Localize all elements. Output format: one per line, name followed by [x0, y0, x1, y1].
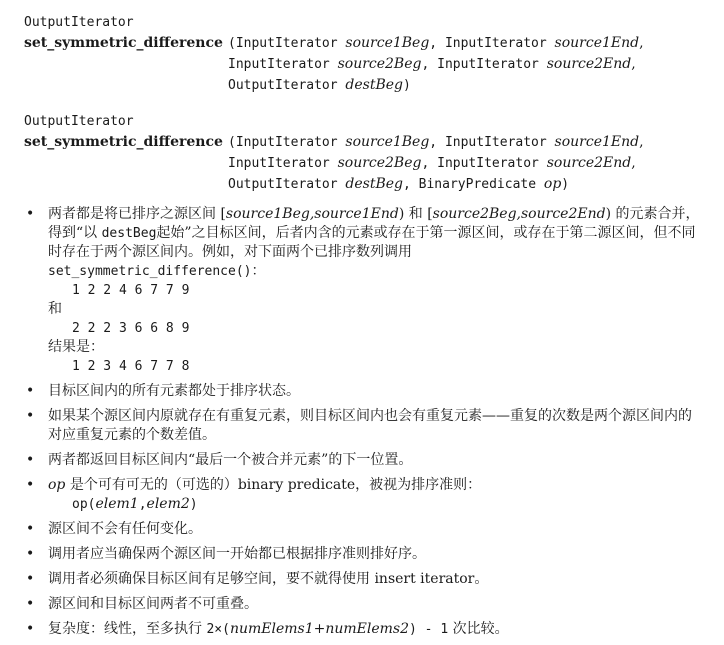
param-text: (InputIterator [228, 135, 346, 150]
code-text: ) - 1 [409, 622, 449, 637]
param-name: elem1 [95, 496, 139, 512]
param-name: source2End [546, 155, 632, 171]
bullet-icon: • [26, 408, 35, 424]
param-name: source2End [546, 56, 632, 72]
param-name: destBeg [345, 77, 403, 93]
bullet-icon: • [26, 546, 35, 562]
param-name: destBeg [345, 176, 403, 192]
param-name: elem2 [146, 496, 190, 512]
param-text: , [631, 155, 636, 171]
bullet-icon: • [26, 621, 35, 637]
param-name: source1Beg [345, 134, 430, 150]
param-text: InputIterator [228, 57, 338, 72]
item-text: 调用者应当确保两个源区间一开始都已根据排序准则排好序。 [48, 546, 426, 562]
bullet-list [24, 205, 704, 645]
item-text: + [313, 621, 326, 637]
param-name: numElems2 [325, 621, 410, 637]
list-item [24, 476, 704, 514]
list-item [24, 451, 704, 470]
param-text: , InputIterator [429, 135, 555, 150]
bullet-icon: • [26, 452, 35, 468]
list-item [24, 382, 704, 401]
code-text: ) [189, 497, 198, 512]
bullet-icon: • [26, 521, 35, 537]
param-name: numElems1 [229, 621, 314, 637]
param-name: source1End [554, 35, 640, 51]
sequence-1: 1 2 2 4 6 7 7 9 [72, 283, 190, 298]
signature-1 [24, 13, 644, 96]
bullet-icon: • [26, 596, 35, 612]
item-text: 两者都返回目标区间内“最后一个被合并元素”的下一位置。 [48, 452, 413, 468]
function-name: set_symmetric_difference [24, 134, 223, 150]
param-text: , [639, 134, 644, 150]
item-text: 是个可有可无的（可选的）binary predicate，被视为排序准则： [65, 477, 482, 493]
param-name: source2Beg [337, 56, 422, 72]
list-item [24, 520, 704, 539]
bullet-icon: • [26, 571, 35, 587]
item-text: 如果某个源区间内原就存在有重复元素，则目标区间内也会有重复元素——重复的次数是两个源区间内的对应重复元素的个数差值。 [48, 408, 692, 443]
list-item [24, 407, 704, 445]
bullet-icon: • [26, 383, 35, 399]
function-name: set_symmetric_difference [24, 35, 223, 51]
param-text: ) [403, 78, 411, 93]
list-item [24, 595, 704, 614]
item-text: 复杂度：线性，至多执行 [48, 621, 207, 637]
param-text: ) [561, 177, 570, 192]
code-text: set_symmetric_difference() [48, 264, 252, 279]
item-text: 源区间不会有任何变化。 [48, 521, 202, 537]
param-text: , InputIterator [429, 36, 555, 51]
list-item [24, 205, 704, 376]
code-text: destBeg [101, 226, 157, 241]
item-text: 目标区间内的所有元素都处于排序状态。 [48, 383, 300, 399]
item-text: ) 和 [ [398, 206, 433, 222]
param-name: op [48, 477, 66, 493]
item-text: 源区间和目标区间两者不可重叠。 [48, 596, 258, 612]
item-text: 起始”之目标区间，后者内含的元素或存在于第一源区间，或存在于第二源区间，但不同时存在于两个源区间内。例如，对下面两个已排序数列调用 [48, 225, 696, 260]
param-text: OutputIterator [228, 78, 346, 93]
code-text: 2×( [206, 622, 230, 637]
param-text: , [631, 56, 636, 72]
signature-2 [24, 112, 644, 195]
and-label: 和 [48, 301, 62, 317]
bullet-icon: • [26, 206, 35, 222]
item-text: ) 的元素合并，得到“以 [48, 206, 700, 241]
result-label: 结果是： [48, 339, 104, 355]
list-item [24, 570, 704, 589]
sequence-2: 2 2 2 3 6 6 8 9 [72, 321, 190, 336]
param-text: , [639, 35, 644, 51]
range-text: source1Beg,source1End [225, 206, 399, 222]
param-name: source2Beg [337, 155, 422, 171]
item-text: 次比较。 [448, 621, 509, 637]
item-text: 调用者必须确保目标区间有足够空间，要不就得使用 insert iterator。 [48, 571, 489, 587]
param-text: , InputIterator [421, 156, 547, 171]
code-text: , [138, 497, 147, 512]
return-type: OutputIterator [24, 114, 134, 129]
param-name: op [543, 176, 562, 192]
range-text: source2Beg,source2End [432, 206, 606, 222]
sequence-result: 1 2 3 4 6 7 7 8 [72, 359, 190, 374]
item-text: ： [251, 263, 266, 279]
list-item [24, 545, 704, 564]
param-name: source1Beg [345, 35, 430, 51]
param-text: (InputIterator [228, 36, 346, 51]
code-text: op( [72, 497, 96, 512]
bullet-icon: • [26, 477, 35, 493]
param-text: , InputIterator [421, 57, 547, 72]
param-text: InputIterator [228, 156, 338, 171]
param-text: , BinaryPredicate [403, 177, 544, 192]
return-type: OutputIterator [24, 15, 134, 30]
param-text: OutputIterator [228, 177, 346, 192]
param-name: source1End [554, 134, 640, 150]
item-text: 两者都是将已排序之源区间 [ [48, 206, 226, 222]
